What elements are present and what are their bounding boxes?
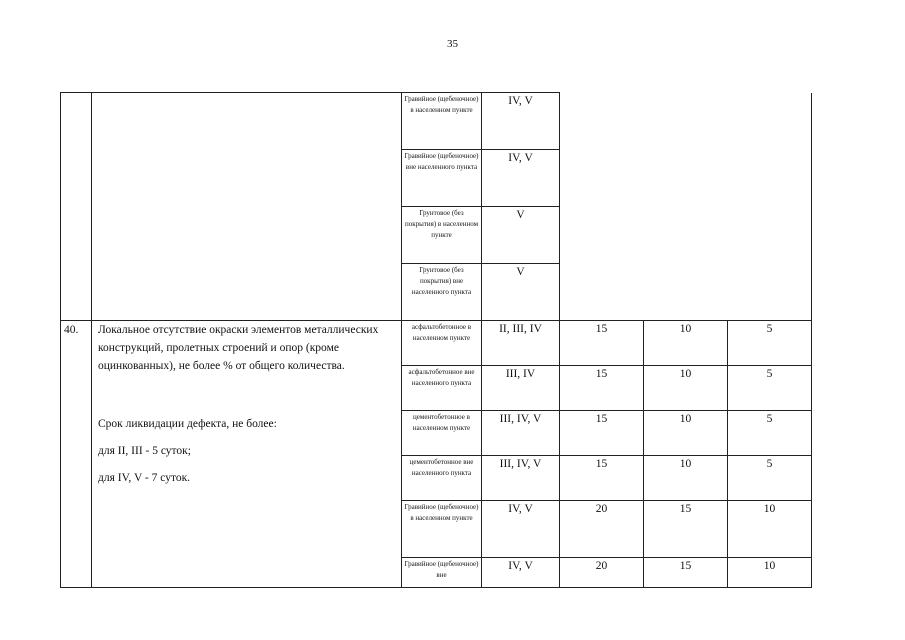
- item-number: 40.: [61, 321, 92, 588]
- empty-values-cell: [560, 93, 812, 321]
- category-cell: V: [482, 207, 560, 264]
- value-cell: 10: [728, 558, 812, 588]
- road-type-cell: Грунтовое (без покрытия) вне населенного пункта: [402, 264, 482, 321]
- requirements-table: [60, 92, 812, 586]
- category-cell: II, III, IV: [482, 321, 560, 366]
- category-cell: III, IV, V: [482, 456, 560, 501]
- value-cell: 15: [560, 411, 644, 456]
- category-cell: V: [482, 264, 560, 321]
- value-cell: 10: [644, 366, 728, 411]
- category-cell: IV, V: [482, 501, 560, 558]
- value-cell: 15: [560, 366, 644, 411]
- value-cell: 20: [560, 558, 644, 588]
- road-type-cell: Грунтовое (без покрытия) в населенном пункте: [402, 207, 482, 264]
- value-cell: 15: [644, 558, 728, 588]
- number-cell-empty: [61, 93, 92, 321]
- table-row: [61, 321, 812, 366]
- deadline-title: Срок ликвидации дефекта, не более:: [98, 418, 277, 430]
- category-cell: IV, V: [482, 93, 560, 150]
- value-cell: 10: [644, 321, 728, 366]
- item-description: Локальное отсутствие окраски элементов металлических конструкций, пролетных строений и опор (кроме оцинкованных), не более % от общего количества.: [98, 324, 379, 372]
- road-type-cell: цементобетонное в населенном пункте: [402, 411, 482, 456]
- value-cell: 20: [560, 501, 644, 558]
- value-cell: 5: [728, 456, 812, 501]
- road-type-cell: Гравийное (щебеночное) вне: [402, 558, 482, 588]
- description-cell-empty: [92, 93, 402, 321]
- road-type-cell: асфальтобетонное вне населенного пункта: [402, 366, 482, 411]
- road-type-cell: Гравийное (щебеночное) вне населенного пункта: [402, 150, 482, 207]
- page-number: 35: [447, 38, 458, 50]
- deadline-line-2: для IV, V - 7 суток.: [98, 472, 191, 484]
- value-cell: 15: [560, 321, 644, 366]
- value-cell: 5: [728, 321, 812, 366]
- category-cell: IV, V: [482, 150, 560, 207]
- road-type-cell: Гравийное (щебеночное) в населенном пункте: [402, 93, 482, 150]
- deadline-line-1: для II, III - 5 суток;: [98, 445, 191, 457]
- value-cell: 10: [728, 501, 812, 558]
- category-cell: III, IV: [482, 366, 560, 411]
- road-type-cell: цементобетонное вне населенного пункта: [402, 456, 482, 501]
- table-row: [61, 93, 812, 150]
- value-cell: 10: [644, 411, 728, 456]
- category-cell: IV, V: [482, 558, 560, 588]
- value-cell: 5: [728, 366, 812, 411]
- value-cell: 5: [728, 411, 812, 456]
- category-cell: III, IV, V: [482, 411, 560, 456]
- value-cell: 10: [644, 456, 728, 501]
- road-type-cell: асфальтобетонное в населенном пункте: [402, 321, 482, 366]
- item-description-cell: [92, 321, 402, 588]
- road-type-cell: Гравийное (щебеночное) в населенном пункте: [402, 501, 482, 558]
- value-cell: 15: [560, 456, 644, 501]
- value-cell: 15: [644, 501, 728, 558]
